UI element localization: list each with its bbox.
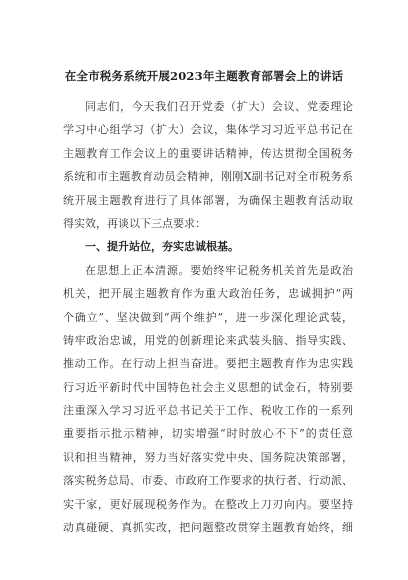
paragraph-line: 机关，把开展主题教育作为重大政治任务，忠诚拥护“两 (63, 287, 353, 301)
paragraph-line: 统开展主题教育进行了具体部署，为确保主题教育活动取 (63, 193, 353, 207)
section-heading: 一、提升站位，夯实忠诚根基。 (85, 240, 239, 254)
document-title: 在全市税务系统开展2023年主题教育部署会上的讲话 (64, 69, 344, 83)
paragraph-line: 个确立”、坚决做到“两个维护”，进一步深化理论武装， (63, 310, 353, 324)
paragraph-line: 行习近平新时代中国特色社会主义思想的试金石，特别要 (63, 380, 353, 394)
paragraph-line: 同志们，今天我们召开党委（扩大）会议、党委理论 (85, 100, 353, 113)
document-body (63, 95, 353, 539)
paragraph-line: 得实效，再谈以下三点要求： (63, 216, 206, 230)
paragraph-line: 注重深入学习习近平总书记关于工作、税收工作的一系列 (63, 404, 353, 418)
paragraph-line: 推动工作。在行动上担当奋进。要把主题教育作为忠实践 (63, 357, 353, 371)
paragraph-line: 铸牢政治忠诚，用党的创新理论来武装头脑、指导实践、 (63, 333, 353, 347)
paragraph-line: 主题教育工作会议上的重要讲话精神，传达贯彻全国税务 (63, 146, 353, 160)
paragraph-line: 重要指示批示精神，切实增强“时时放心不下”的责任意 (63, 427, 353, 441)
paragraph-line: 学习中心组学习（扩大）会议，集体学习习近平总书记在 (63, 123, 353, 137)
paragraph-line: 落实税务总局、市委、市政府工作要求的执行者、行动派、 (63, 474, 353, 488)
paragraph-line: 在思想上正本清源。要始终牢记税务机关首先是政治 (85, 263, 353, 277)
paragraph-line: 动真碰硬、真抓实改，把问题整改贯穿主题教育始终，细 (63, 521, 353, 535)
paragraph-line: 实干家，更好展现税务作为。在整改上刀刃向内。要坚持 (63, 497, 353, 511)
paragraph-line: 系统和市主题教育动员会精神，刚刚X副书记对全市税务系 (63, 170, 353, 184)
paragraph-line: 识和担当精神，努力当好落实党中央、国务院决策部署， (63, 450, 353, 464)
